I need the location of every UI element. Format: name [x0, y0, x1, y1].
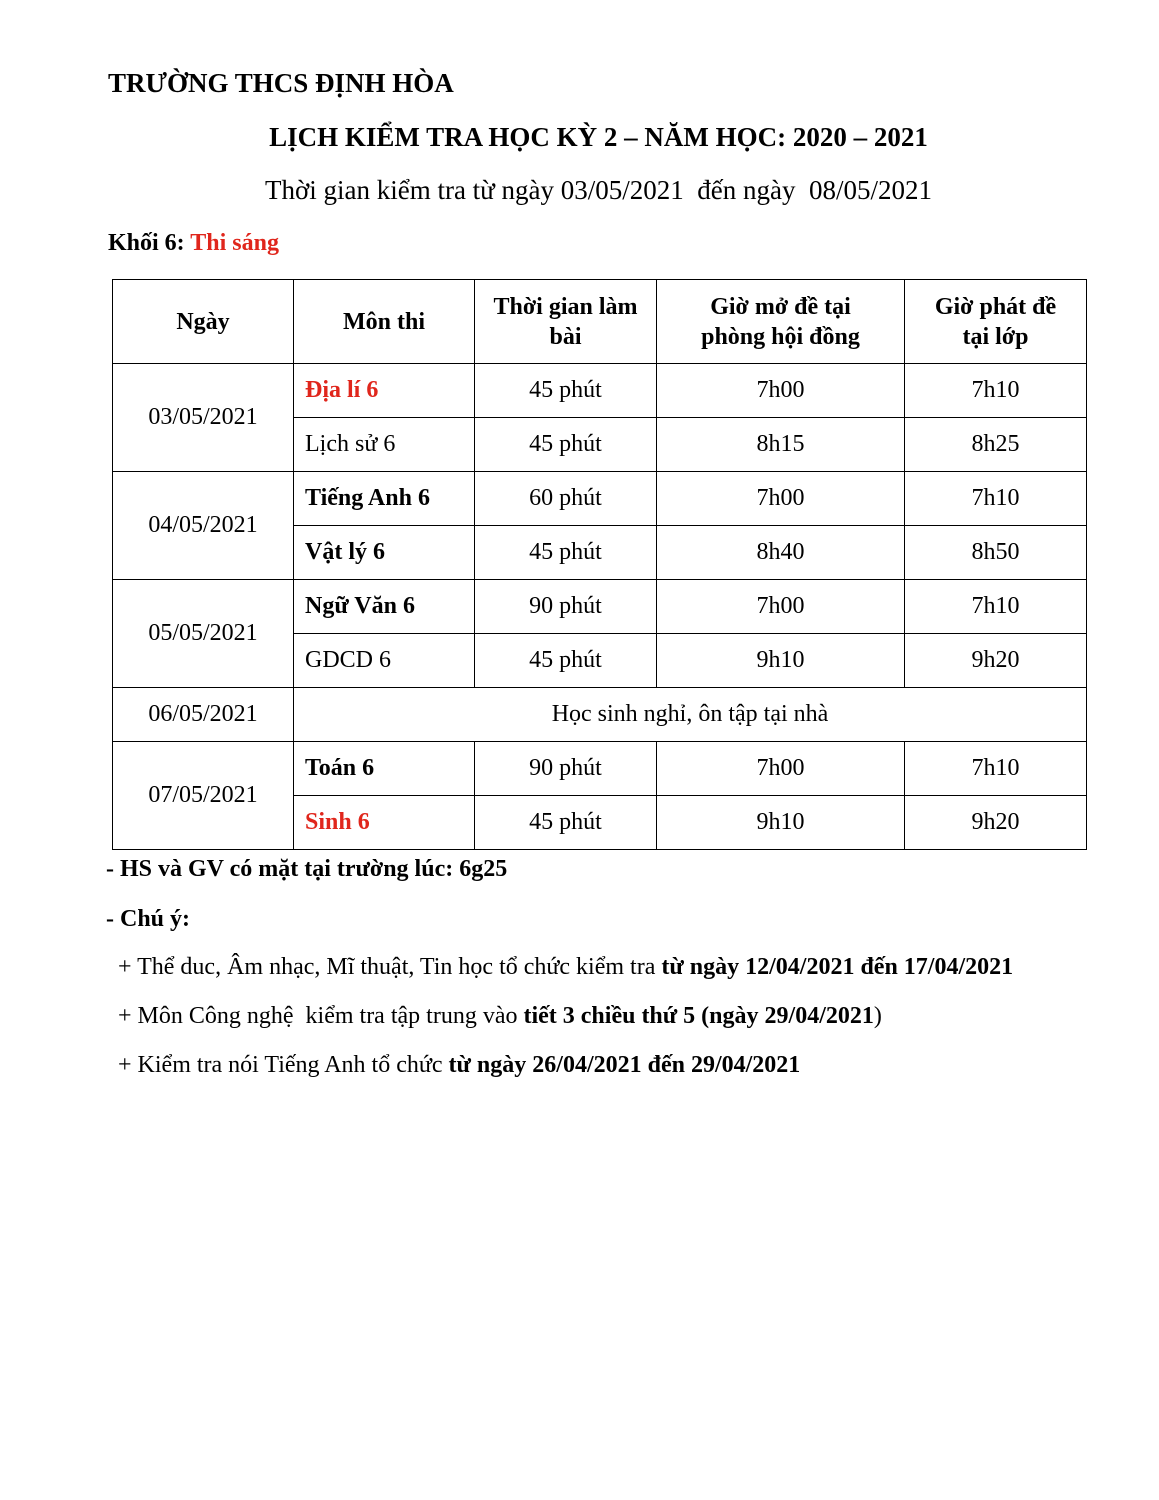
table-row	[113, 472, 1087, 526]
column-header-duration: Thời gian làm bài	[475, 280, 657, 364]
column-header-deliver-time: Giờ phát đề tại lớp	[905, 280, 1087, 364]
deliver-time-cell: 7h10	[905, 364, 1087, 418]
open-time-cell: 9h10	[657, 634, 905, 688]
arrival-note: - HS và GV có mặt tại trường lúc: 6g25	[106, 856, 508, 882]
day-off-note: Học sinh nghỉ, ôn tập tại nhà	[294, 688, 1087, 742]
note-item	[106, 1003, 882, 1030]
subject-cell: Địa lí 6	[294, 364, 475, 418]
duration-cell: 45 phút	[475, 418, 657, 472]
open-time-cell: 7h00	[657, 364, 905, 418]
date-cell: 04/05/2021	[113, 472, 294, 580]
date-cell: 03/05/2021	[113, 364, 294, 472]
grade-heading	[108, 230, 279, 257]
document-title: LỊCH KIỂM TRA HỌC KỲ 2 – NĂM HỌC: 2020 – 2021	[269, 122, 928, 152]
column-header-subject: Môn thi	[294, 280, 475, 364]
subject-cell: Lịch sử 6	[294, 418, 475, 472]
exam-schedule-table	[112, 279, 1087, 850]
duration-cell: 60 phút	[475, 472, 657, 526]
deliver-time-cell: 9h20	[905, 796, 1087, 850]
duration-cell: 45 phút	[475, 796, 657, 850]
note-item-emphasis: từ ngày 26/04/2021 đến 29/04/2021	[448, 1052, 801, 1078]
subject-cell: Sinh 6	[294, 796, 475, 850]
duration-cell: 45 phút	[475, 526, 657, 580]
open-time-cell: 7h00	[657, 472, 905, 526]
grade-label: Khối 6:	[108, 230, 191, 256]
table-row	[113, 580, 1087, 634]
open-time-cell: 8h40	[657, 526, 905, 580]
subject-cell: Toán 6	[294, 742, 475, 796]
attention-heading: - Chú ý:	[106, 906, 191, 932]
session-label: Thi sáng	[190, 230, 279, 256]
deliver-time-cell: 8h25	[905, 418, 1087, 472]
open-time-cell: 7h00	[657, 742, 905, 796]
deliver-time-cell: 8h50	[905, 526, 1087, 580]
open-time-cell: 7h00	[657, 580, 905, 634]
note-item	[106, 1052, 800, 1079]
table-header-row	[113, 280, 1087, 364]
duration-cell: 90 phút	[475, 580, 657, 634]
date-cell: 05/05/2021	[113, 580, 294, 688]
school-name: TRƯỜNG THCS ĐỊNH HÒA	[108, 68, 454, 98]
column-header-date: Ngày	[113, 280, 294, 364]
subject-cell: Vật lý 6	[294, 526, 475, 580]
exam-period: Thời gian kiểm tra từ ngày 03/05/2021 đến ngày 08/05/2021	[264, 175, 933, 205]
open-time-cell: 8h15	[657, 418, 905, 472]
table-row	[113, 688, 1087, 742]
subject-cell: Tiếng Anh 6	[294, 472, 475, 526]
subject-cell: Ngữ Văn 6	[294, 580, 475, 634]
note-item-emphasis: tiết 3 chiều thứ 5 (ngày 29/04/2021	[523, 1003, 874, 1029]
deliver-time-cell: 7h10	[905, 472, 1087, 526]
note-item-text: + Môn Công nghệ kiểm tra tập trung vào	[106, 1003, 524, 1029]
note-item	[106, 954, 1013, 981]
open-time-cell: 9h10	[657, 796, 905, 850]
duration-cell: 45 phút	[475, 634, 657, 688]
column-header-open-time: Giờ mở đề tại phòng hội đồng	[657, 280, 905, 364]
subject-cell: GDCD 6	[294, 634, 475, 688]
deliver-time-cell: 7h10	[905, 742, 1087, 796]
table-row	[113, 742, 1087, 796]
note-item-tail: )	[873, 1003, 882, 1029]
note-item-text: + Thể duc, Âm nhạc, Mĩ thuật, Tin học tổ chức kiểm tra	[106, 954, 662, 980]
duration-cell: 90 phút	[475, 742, 657, 796]
date-cell: 07/05/2021	[113, 742, 294, 850]
deliver-time-cell: 9h20	[905, 634, 1087, 688]
duration-cell: 45 phút	[475, 364, 657, 418]
date-cell: 06/05/2021	[113, 688, 294, 742]
note-item-emphasis: từ ngày 12/04/2021 đến 17/04/2021	[661, 954, 1014, 980]
table-row	[113, 364, 1087, 418]
note-item-text: + Kiểm tra nói Tiếng Anh tổ chức	[106, 1052, 449, 1078]
deliver-time-cell: 7h10	[905, 580, 1087, 634]
